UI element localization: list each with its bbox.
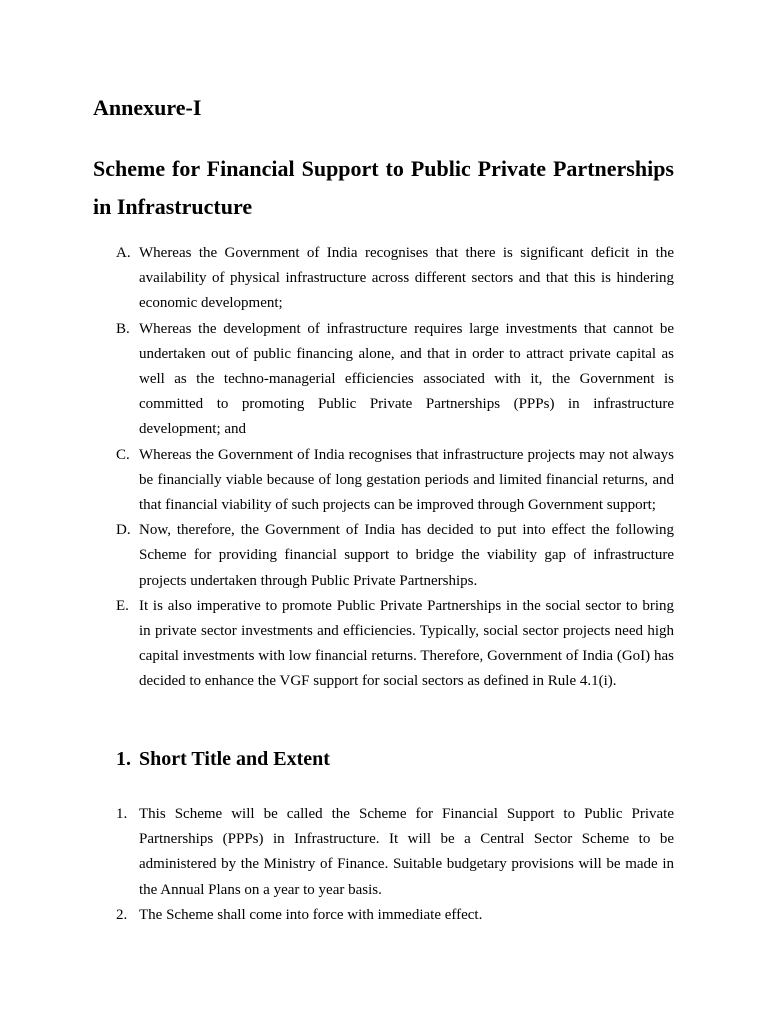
list-marker: 1. — [116, 806, 128, 822]
rule-item-1 — [0, 802, 768, 903]
rule-item-2 — [0, 903, 768, 928]
annexure-heading: Annexure-I — [93, 95, 202, 120]
preamble-list — [0, 241, 768, 695]
preamble-item-d — [0, 518, 768, 594]
section-heading — [116, 745, 676, 773]
list-item-text: The Scheme shall come into force with immediate effect. — [139, 906, 483, 923]
scheme-title: Scheme for Financial Support to Public Private Partnerships in Infrastructure — [93, 156, 674, 219]
list-marker: D. — [116, 522, 131, 539]
list-item-text: Whereas the Government of India recognises that infrastructure projects may not always be financially viable because of long gestation periods and limited financial returns, and that financial viability of such projects can be improved through Government support; — [139, 446, 674, 514]
list-marker: E. — [116, 597, 129, 614]
preamble-item-e — [0, 594, 768, 695]
rules-list — [0, 802, 768, 928]
list-item-text: Now, therefore, the Government of India has decided to put into effect the following Scheme for providing financial support to bridge the viability gap of infrastructure projects undertaken through Public Private Partnerships. — [139, 522, 674, 589]
preamble-item-c — [0, 443, 768, 519]
section-number: 1. — [116, 748, 131, 770]
list-marker: C. — [116, 446, 130, 463]
list-item-text: It is also imperative to promote Public Private Partnerships in the social sector to bring in private sector investments and efficiencies. Typically, social sector projects need high capital investments with low financial returns. Therefore, Government of India (GoI) has decided to enhance the VGF support for social sectors as defined in Rule 4.1(i). — [139, 597, 674, 690]
list-marker: A. — [116, 245, 131, 261]
list-item-text: Whereas the development of infrastructure requires large investments that cannot be undertaken out of public financing alone, and that in order to attract private capital as well as the techno-managerial efficiencies associated with it, the Government is committed to promoting Public Private Partnerships (PPPs) in infrastructure development; and — [139, 320, 674, 438]
preamble-item-a — [0, 241, 768, 317]
preamble-item-b — [0, 317, 768, 443]
list-item-text: Whereas the Government of India recognises that there is significant deficit in the availability of physical infrastructure across different sectors and that this is hindering economic development; — [139, 245, 674, 312]
list-marker: 2. — [116, 906, 128, 923]
section-title: Short Title and Extent — [139, 748, 330, 770]
list-marker: B. — [116, 320, 130, 337]
list-item-text: This Scheme will be called the Scheme for Financial Support to Public Private Partnerships (PPPs) in Infrastructure. It will be a Central Sector Scheme to be administered by the Ministry of Finance. Suitable budgetary provisions will be made in the Annual Plans on a year to year basis. — [139, 806, 674, 898]
